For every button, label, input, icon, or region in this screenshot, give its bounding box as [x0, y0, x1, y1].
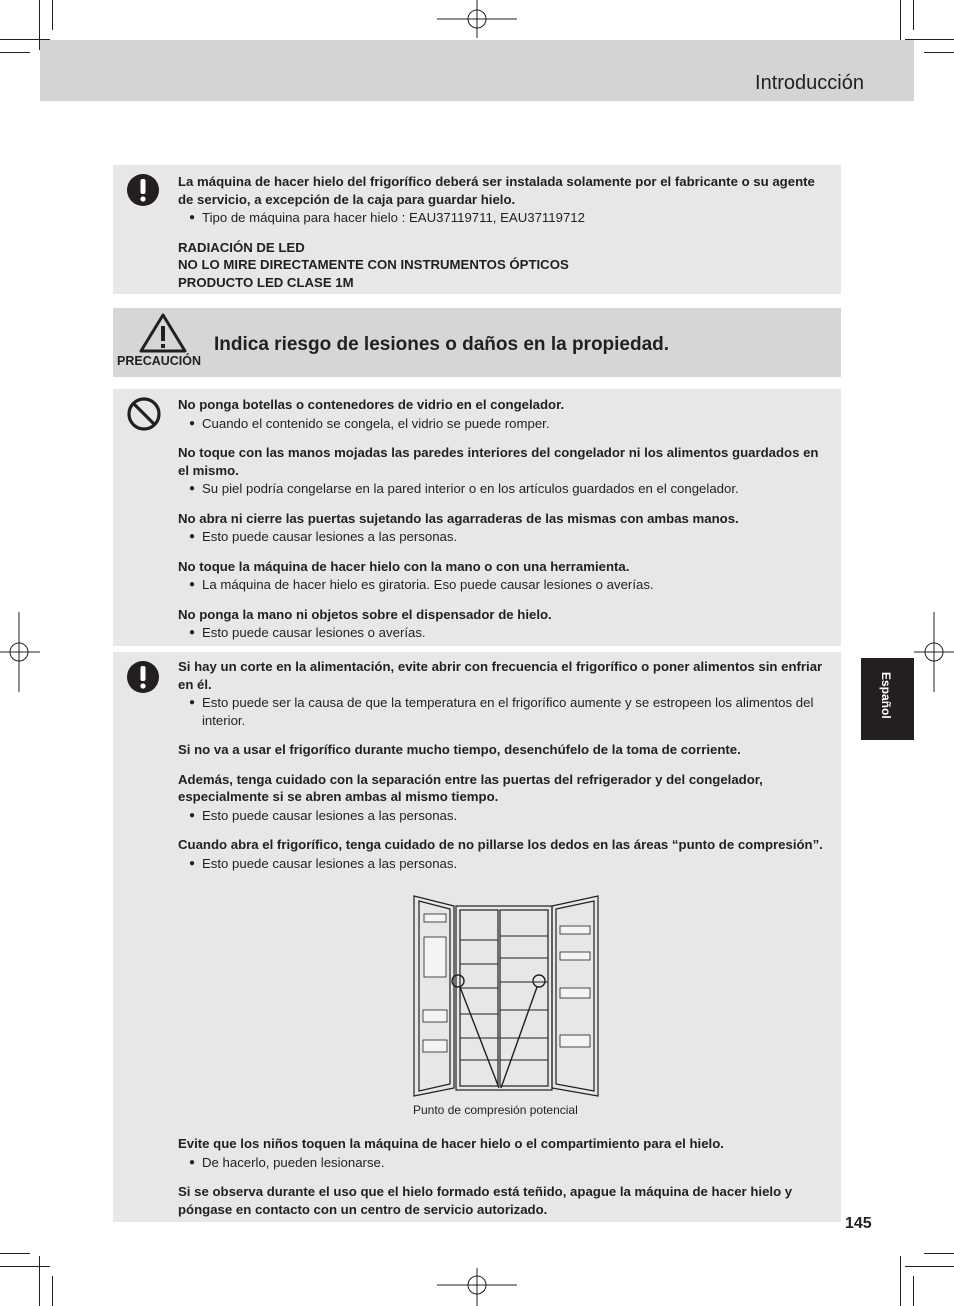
led-line: RADIACIÓN DE LED [178, 239, 305, 255]
led-line: PRODUCTO LED CLASE 1M [178, 274, 354, 290]
caution-bullet: ● Esto puede ser la causa de que la temperatura en el frigorífico aumente y se estropeen los alimentos del interior. [178, 694, 833, 729]
caution-label: PRECAUCIÓN [117, 354, 202, 368]
refrigerator-illustration [408, 892, 604, 1105]
caution-heading: Si hay un corte en la alimentación, evite abrir con frecuencia el frigorífico o poner alimentos sin enfriar en él. [178, 659, 823, 692]
caution-bullet: ● De hacerlo, pueden lesionarse. [178, 1154, 833, 1172]
prohibition-bullet: ● Esto puede causar lesiones o averías. [178, 624, 833, 642]
caution-banner-text: Indica riesgo de lesiones o daños en la propiedad. [214, 334, 670, 355]
caution-heading: Además, tenga cuidado con la separación entre las puertas del refrigerador y del congelador, especialmente si se abren ambas al mismo tiempo. [178, 771, 763, 804]
prohibition-heading: No abra ni cierre las puertas sujetando las agarraderas de las mismas con ambas manos. [178, 510, 739, 526]
prohibition-bullet: ● Su piel podría congelarse en la pared interior o en los artículos guardados en el congelador. [178, 480, 833, 498]
cautions-text-lower [178, 1135, 833, 1218]
caution-bullet: ● Esto puede causar lesiones a las personas. [178, 855, 833, 873]
prohibition-bullet: ● Cuando el contenido se congela, el vidrio se puede romper. [178, 415, 833, 433]
warning-heading: La máquina de hacer hielo del frigorífico deberá ser instalada solamente por el fabricante o su agente de servicio, a excepción de la caja para guardar hielo. [178, 174, 815, 207]
caution-bullet: ● Esto puede causar lesiones a las personas. [178, 807, 833, 825]
prohibition-heading: No ponga la mano ni objetos sobre el dispensador de hielo. [178, 606, 552, 622]
section-title: Introducción [755, 72, 864, 94]
exclamation-icon [126, 660, 160, 699]
caution-heading: Si se observa durante el uso que el hielo formado está teñido, apague la máquina de hacer hielo y póngase en contacto con un centro de servicio autorizado. [178, 1184, 793, 1217]
prohibited-icon [126, 396, 162, 437]
prohibition-bullet: ● La máquina de hacer hielo es giratoria. Eso puede causar lesiones o averías. [178, 576, 833, 594]
prohibition-heading: No toque con las manos mojadas las paredes interiores del congelador ni los alimentos guardados en el mismo. [178, 445, 819, 478]
language-tab-label: Español [879, 672, 893, 719]
led-line: NO LO MIRE DIRECTAMENTE CON INSTRUMENTOS ÓPTICOS [178, 257, 569, 272]
language-tab [861, 658, 914, 740]
caution-heading: Si no va a usar el frigorífico durante mucho tiempo, desenchúfelo de la toma de corriente. [178, 742, 741, 757]
caution-heading: Cuando abra el frigorífico, tenga cuidado de no pillarse los dedos en las áreas “punto de compresión”. [178, 837, 823, 852]
prohibitions-text [178, 396, 833, 642]
page-number: 145 [845, 1215, 872, 1232]
warning-text [178, 173, 833, 291]
prohibition-bullet: ● Esto puede causar lesiones a las personas. [178, 528, 833, 546]
exclamation-icon [126, 173, 160, 212]
prohibition-heading: No toque la máquina de hacer hielo con la mano o con una herramienta. [178, 558, 630, 574]
warning-bullet: ● Tipo de máquina para hacer hielo : EAU37119711, EAU37119712 [178, 209, 833, 227]
figure-caption: Punto de compresión potencial [413, 1103, 578, 1117]
cautions-text [178, 658, 833, 872]
prohibition-heading: No ponga botellas o contenedores de vidrio en el congelador. [178, 397, 565, 412]
warning-triangle-icon [139, 313, 187, 358]
caution-heading: Evite que los niños toquen la máquina de hacer hielo o el compartimiento para el hielo. [178, 1136, 724, 1151]
